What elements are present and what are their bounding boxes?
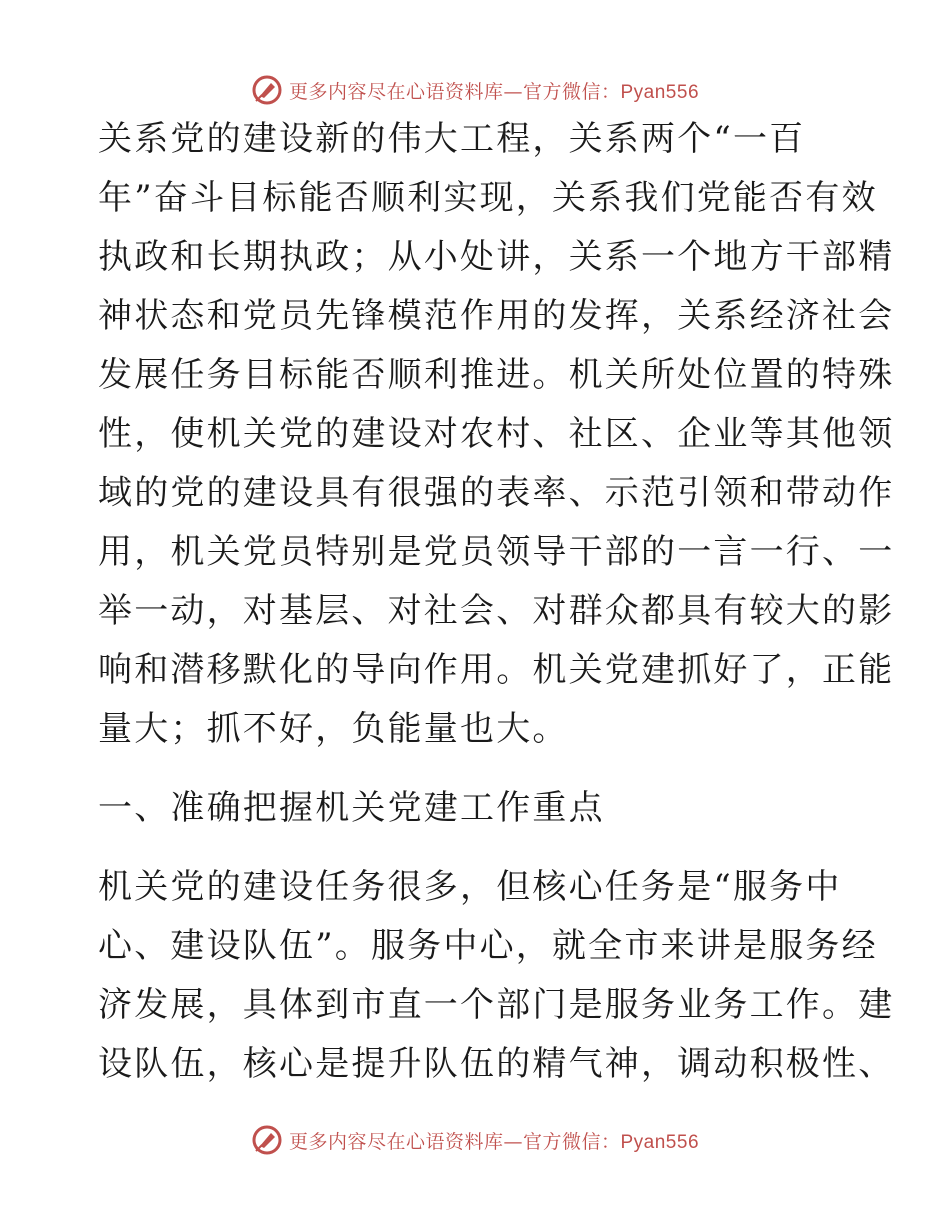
text-line: 设队伍，核心是提升队伍的精气神，调动积极性、: [98, 1044, 895, 1084]
text-line: 年”奋斗目标能否顺利实现，关系我们党能否有效: [98, 178, 878, 218]
watermark-text: 更多内容尽在心语资料库—官方微信：Pyan556: [288, 80, 700, 103]
header-watermark: [0, 70, 950, 110]
text-line: 关系党的建设新的伟大工程，关系两个“一百: [98, 119, 806, 159]
watermark-text: 更多内容尽在心语资料库—官方微信：Pyan556: [288, 1130, 700, 1153]
text-line: 神状态和党员先锋模范作用的发挥，关系经济社会: [98, 296, 895, 336]
text-line: 济发展，具体到市直一个部门是服务业务工作。建: [98, 985, 895, 1025]
text-line: 性，使机关党的建设对农村、社区、企业等其他领: [98, 414, 895, 454]
text-line: 心、建设队伍”。服务中心，就全市来讲是服务经: [98, 926, 878, 966]
logo-icon: [251, 1124, 283, 1156]
section-heading: 一、准确把握机关党建工作重点: [98, 788, 605, 828]
document-body: [98, 119, 895, 1106]
text-line: 机关党的建设任务很多，但核心任务是“服务中: [98, 867, 842, 907]
text-line: 举一动，对基层、对社会、对群众都具有较大的影: [98, 591, 895, 631]
text-line: 域的党的建设具有很强的表率、示范引领和带动作: [98, 473, 895, 513]
footer-watermark: [0, 1120, 950, 1160]
text-line: 执政和长期执政；从小处讲，关系一个地方干部精: [98, 237, 895, 277]
text-line: 响和潜移默化的导向作用。机关党建抓好了，正能: [98, 650, 895, 690]
text-line: 用，机关党员特别是党员领导干部的一言一行、一: [98, 532, 895, 572]
logo-icon: [251, 74, 283, 106]
text-line: 发展任务目标能否顺利推进。机关所处位置的特殊: [98, 355, 895, 395]
text-line: 量大；抓不好，负能量也大。: [98, 709, 569, 749]
